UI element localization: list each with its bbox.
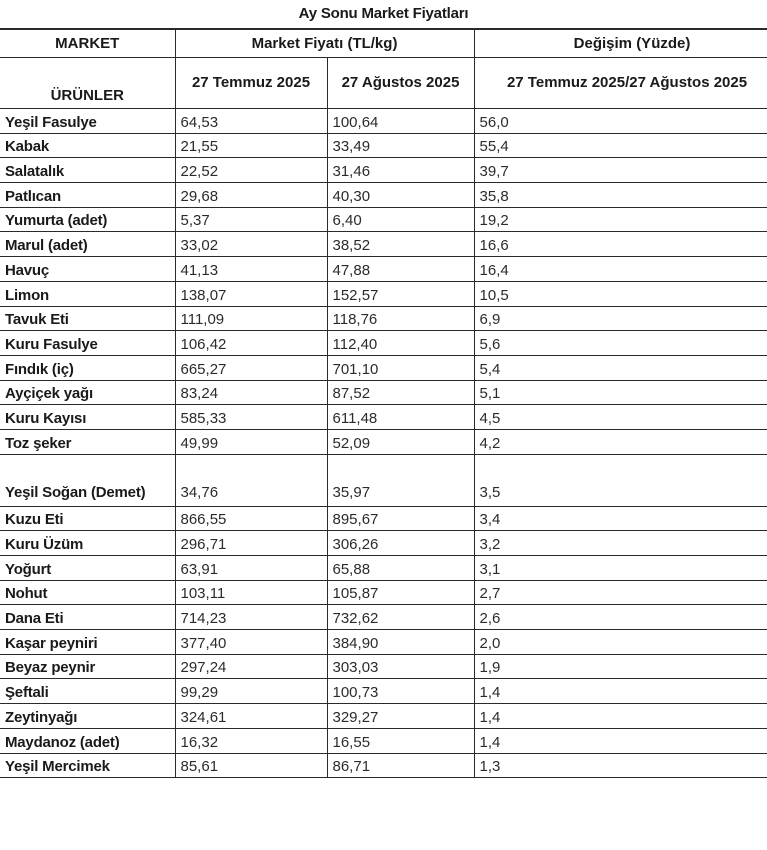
price-august-cell: 40,30: [327, 183, 474, 208]
table-title: Ay Sonu Market Fiyatları: [298, 5, 469, 22]
product-cell: Yumurta (adet): [0, 207, 175, 232]
price-august-cell: 100,73: [327, 679, 474, 704]
price-july-cell: 377,40: [175, 630, 327, 655]
product-cell: Yeşil Mercimek: [0, 753, 175, 778]
change-percent-cell: 1,4: [474, 704, 767, 729]
market-prices-table: [0, 28, 767, 778]
price-august-cell: 118,76: [327, 306, 474, 331]
table-row: [0, 605, 767, 630]
product-cell: Kuru Kayısı: [0, 405, 175, 430]
price-july-cell: 99,29: [175, 679, 327, 704]
price-july-cell: 296,71: [175, 531, 327, 556]
product-cell: Limon: [0, 281, 175, 306]
change-percent-cell: 4,2: [474, 429, 767, 454]
change-percent-cell: 5,1: [474, 380, 767, 405]
price-august-cell: 86,71: [327, 753, 474, 778]
change-percent-cell: 56,0: [474, 109, 767, 134]
price-july-cell: 64,53: [175, 109, 327, 134]
product-cell: Kabak: [0, 133, 175, 158]
product-cell: Marul (adet): [0, 232, 175, 257]
price-july-cell: 41,13: [175, 257, 327, 282]
table-row: [0, 531, 767, 556]
price-july-cell: 49,99: [175, 429, 327, 454]
product-cell: Yeşil Fasulye: [0, 109, 175, 134]
change-percent-cell: 16,4: [474, 257, 767, 282]
change-percent-cell: 6,9: [474, 306, 767, 331]
change-percent-cell: 1,9: [474, 654, 767, 679]
change-period-header: 27 Temmuz 2025/27 Ağustos 2025: [474, 58, 767, 109]
price-august-cell: 306,26: [327, 531, 474, 556]
change-percent-cell: 2,7: [474, 580, 767, 605]
product-cell: Ayçiçek yağı: [0, 380, 175, 405]
table-row: [0, 380, 767, 405]
table-row: [0, 133, 767, 158]
price-august-cell: 152,57: [327, 281, 474, 306]
product-cell: Dana Eti: [0, 605, 175, 630]
product-cell: Patlıcan: [0, 183, 175, 208]
price-july-cell: 83,24: [175, 380, 327, 405]
price-august-cell: 112,40: [327, 331, 474, 356]
change-percent-cell: 3,5: [474, 454, 767, 506]
price-july-cell: 22,52: [175, 158, 327, 183]
table-row: [0, 506, 767, 531]
price-august-cell: 31,46: [327, 158, 474, 183]
date2-header: 27 Ağustos 2025: [327, 58, 474, 109]
header-row-group: [0, 29, 767, 58]
change-percent-cell: 1,3: [474, 753, 767, 778]
market-header: MARKET: [0, 29, 175, 58]
price-august-cell: 47,88: [327, 257, 474, 282]
change-percent-cell: 5,6: [474, 331, 767, 356]
table-row: [0, 580, 767, 605]
header-row-sub: [0, 58, 767, 109]
product-cell: Yoğurt: [0, 556, 175, 581]
change-percent-cell: 16,6: [474, 232, 767, 257]
price-july-cell: 324,61: [175, 704, 327, 729]
price-august-cell: 303,03: [327, 654, 474, 679]
product-cell: Şeftali: [0, 679, 175, 704]
product-cell: Nohut: [0, 580, 175, 605]
table-row: [0, 109, 767, 134]
price-august-cell: 65,88: [327, 556, 474, 581]
price-august-cell: 35,97: [327, 454, 474, 506]
table-row: [0, 753, 767, 778]
change-percent-cell: 10,5: [474, 281, 767, 306]
table-row: [0, 630, 767, 655]
product-cell: Havuç: [0, 257, 175, 282]
product-cell: Fındık (iç): [0, 355, 175, 380]
table-row: [0, 207, 767, 232]
table-row: [0, 429, 767, 454]
price-july-cell: 103,11: [175, 580, 327, 605]
price-july-cell: 33,02: [175, 232, 327, 257]
product-cell: Kaşar peyniri: [0, 630, 175, 655]
table-row: [0, 654, 767, 679]
price-july-cell: 5,37: [175, 207, 327, 232]
table-row: [0, 556, 767, 581]
change-group-header: Değişim (Yüzde): [474, 29, 767, 58]
price-july-cell: 85,61: [175, 753, 327, 778]
change-percent-cell: 35,8: [474, 183, 767, 208]
table-row: [0, 454, 767, 506]
product-cell: Kuzu Eti: [0, 506, 175, 531]
price-august-cell: 52,09: [327, 429, 474, 454]
table-row: [0, 679, 767, 704]
product-cell: Toz şeker: [0, 429, 175, 454]
product-cell: Beyaz peynir: [0, 654, 175, 679]
table-row: [0, 355, 767, 380]
change-percent-cell: 55,4: [474, 133, 767, 158]
price-august-cell: 701,10: [327, 355, 474, 380]
table-body: [0, 109, 767, 778]
price-july-cell: 21,55: [175, 133, 327, 158]
table-row: [0, 158, 767, 183]
price-july-cell: 16,32: [175, 728, 327, 753]
price-august-cell: 895,67: [327, 506, 474, 531]
table-row: [0, 183, 767, 208]
table-row: [0, 232, 767, 257]
product-cell: Salatalık: [0, 158, 175, 183]
price-july-cell: 111,09: [175, 306, 327, 331]
table-row: [0, 704, 767, 729]
table-row: [0, 306, 767, 331]
product-cell: Yeşil Soğan (Demet): [0, 454, 175, 506]
price-july-cell: 714,23: [175, 605, 327, 630]
products-header: ÜRÜNLER: [0, 58, 175, 109]
change-percent-cell: 4,5: [474, 405, 767, 430]
price-august-cell: 33,49: [327, 133, 474, 158]
product-cell: Tavuk Eti: [0, 306, 175, 331]
price-august-cell: 100,64: [327, 109, 474, 134]
change-percent-cell: 19,2: [474, 207, 767, 232]
price-july-cell: 297,24: [175, 654, 327, 679]
date1-header: 27 Temmuz 2025: [175, 58, 327, 109]
price-august-cell: 105,87: [327, 580, 474, 605]
price-july-cell: 138,07: [175, 281, 327, 306]
price-august-cell: 16,55: [327, 728, 474, 753]
price-july-cell: 63,91: [175, 556, 327, 581]
change-percent-cell: 39,7: [474, 158, 767, 183]
price-july-cell: 106,42: [175, 331, 327, 356]
table-row: [0, 331, 767, 356]
change-percent-cell: 3,2: [474, 531, 767, 556]
price-july-cell: 34,76: [175, 454, 327, 506]
price-august-cell: 6,40: [327, 207, 474, 232]
table-row: [0, 257, 767, 282]
table-row: [0, 728, 767, 753]
price-august-cell: 732,62: [327, 605, 474, 630]
price-august-cell: 87,52: [327, 380, 474, 405]
product-cell: Maydanoz (adet): [0, 728, 175, 753]
price-august-cell: 38,52: [327, 232, 474, 257]
product-cell: Kuru Üzüm: [0, 531, 175, 556]
price-july-cell: 29,68: [175, 183, 327, 208]
table-row: [0, 405, 767, 430]
price-august-cell: 384,90: [327, 630, 474, 655]
price-july-cell: 866,55: [175, 506, 327, 531]
price-august-cell: 329,27: [327, 704, 474, 729]
price-august-cell: 611,48: [327, 405, 474, 430]
change-percent-cell: 2,6: [474, 605, 767, 630]
change-percent-cell: 3,1: [474, 556, 767, 581]
table-row: [0, 281, 767, 306]
product-cell: Kuru Fasulye: [0, 331, 175, 356]
change-percent-cell: 2,0: [474, 630, 767, 655]
change-percent-cell: 1,4: [474, 679, 767, 704]
change-percent-cell: 3,4: [474, 506, 767, 531]
price-july-cell: 585,33: [175, 405, 327, 430]
product-cell: Zeytinyağı: [0, 704, 175, 729]
price-group-header: Market Fiyatı (TL/kg): [175, 29, 474, 58]
price-july-cell: 665,27: [175, 355, 327, 380]
change-percent-cell: 5,4: [474, 355, 767, 380]
change-percent-cell: 1,4: [474, 728, 767, 753]
